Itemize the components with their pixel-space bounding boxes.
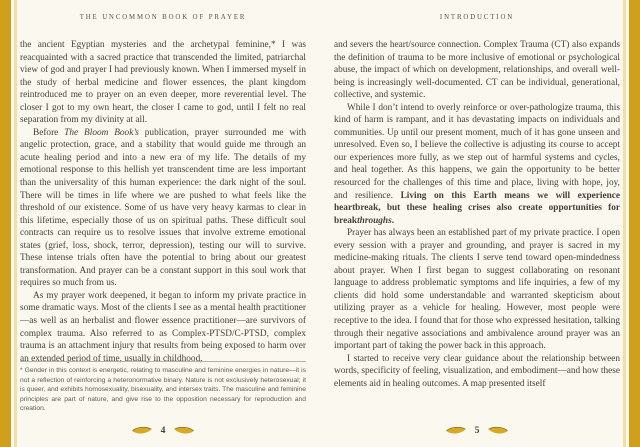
paragraph [20, 290, 306, 365]
book-title-italic: The Bloom Book’s [64, 127, 139, 138]
paragraph [20, 39, 306, 127]
leaf-ornament-icon [174, 426, 194, 435]
right-gilded-edge [629, 0, 640, 447]
left-page [20, 0, 306, 447]
paragraph [334, 353, 620, 391]
footnote: * Gender in this context is energetic, relating to masculine and feminine energies in nature—it is not a reflection of reinforcing a heteronormative binary. Nature is not exclusively heterosexual; it is queer, and exhibits homosexuality, bisexuality, and intersex traits. The masculine and feminine principles are part of nature, and give rise to the opposition necessary for reproduction and creation. [20, 367, 306, 413]
right-running-head: INTRODUCTION [439, 14, 515, 21]
right-folio [334, 425, 620, 436]
emphasis-bold-italic: throughs [357, 215, 392, 226]
paragraph-text: the ancient Egyptian mysteries and the archetypal feminine,* I was reacquainted with a sacred practice that transcended the limited, patriarchal view of god and prayer I had previously known. When I immersed myself in the study of herbal medicine and flower essences, the plant kingdom reintroduced me to prayer on an even deeper, more reverential level. The closer I got to my own heart, the closer I came to god, until I felt no real separation from my divinity at all. [20, 40, 306, 126]
paragraph-text: Prayer has always been an established part of my private practice. I open every session with a prayer and grounding, and prayer is sacred in my medicine-making rituals. The clients I serve tend toward open-mindedness about prayer. When I first began to suggest collaborating on resonant language to address problematic symptoms and life inquiries, a few of my clients did hold some understandable and warranted skepticism about utilizing prayer as a vehicle for healing. However, most people were receptive to the idea. I found that for those who expressed hesitation, talking through their negative associations and ambivalence around prayer was an important part of taking the power back in this approach. [334, 228, 620, 352]
footnote-block [20, 361, 306, 414]
footnote-divider [20, 361, 306, 362]
emphasis-bold: . [391, 215, 395, 226]
left-running-head: THE UNCOMMON BOOK OF PRAYER [79, 14, 247, 21]
left-edge-pinstripe [14, 0, 17, 447]
paragraph-text: publication, prayer surrounded me with angelic protection, grace, and a stability that would guide me through an acute healing period and into a new era of my life. The details of my emotional response to this hellish yet transcendent time are less important than the universality of this human experience: the dark night of the soul. There will be times in life where we are pushed to what feels like the threshold of our existence. Some of us have very heavy karmas to clear in this lifetime, especially those of us on spiritual paths. These difficult soul contracts can require us to resolve issues that involve extreme emotional states (grief, loss, shock, terror, depression), testing our will to survive. These intense trials often have the potential to bring about our greatest transformation. And prayer can be a constant support in this soul work that requires so much from us. [20, 127, 306, 289]
paragraph-text: As my prayer work deepened, it began to inform my private practice in some dramatic ways. Most of the clients I see as a mental health practitioner—as well as an herbalist and flower essence practitioner—are survivors of complex trauma. Also referred to as Complex-PTSD/C-PTSD, complex trauma is an attachment injury that results from being exposed to harm over an extended period of time, usually in childhood, [20, 290, 306, 364]
right-edge-pinstripe [623, 0, 626, 447]
right-page [334, 0, 620, 447]
page-number: 4 [160, 425, 166, 436]
paragraph [334, 102, 620, 227]
paragraph [334, 227, 620, 352]
paragraph [20, 127, 306, 290]
paragraph-text: While I don’t intend to overly reinforce or over-pathologize trauma, this kind of harm is rampant, and it has devastating impacts on individuals and communities. Up until our present moment, much of it has gone unseen and unresolved. Even so, I believe the collective is adjusting its course to accept our experiences more fully, as we step out of harmful systems and cycles, and heal together. As this happens, we gain the opportunity to be better resourced for the challenges of this time and place, living with hope, joy, and resilience. [334, 102, 620, 201]
paragraph-text: I started to receive very clear guidance about the relationship between words, specificity of feeling, visualization, and embodiment—and how these elements aid in healing outcomes. A map presented itself [334, 353, 620, 389]
right-page-body [334, 39, 620, 390]
paragraph [334, 39, 620, 102]
leaf-ornament-icon [446, 426, 466, 435]
leaf-ornament-icon [488, 426, 508, 435]
left-page-body [20, 39, 306, 365]
leaf-ornament-icon [132, 426, 152, 435]
left-folio [20, 425, 306, 436]
emphasis-bold: Living on this Earth means we will experience heartbreak, but these healing crises also create opportunities for break [334, 190, 621, 226]
paragraph-text: Before [33, 127, 65, 138]
paragraph-text: and severs the heart/source connection. Complex Trauma (CT) also expands the definition of trauma to be more inclusive of emotional or psychological abuse, the impact of which on development, relationships, and overall well-being is increasingly well-documented. CT can be individual, generational, collective, and systemic. [334, 40, 620, 101]
page-number: 5 [474, 425, 480, 436]
left-gilded-edge [0, 0, 11, 447]
